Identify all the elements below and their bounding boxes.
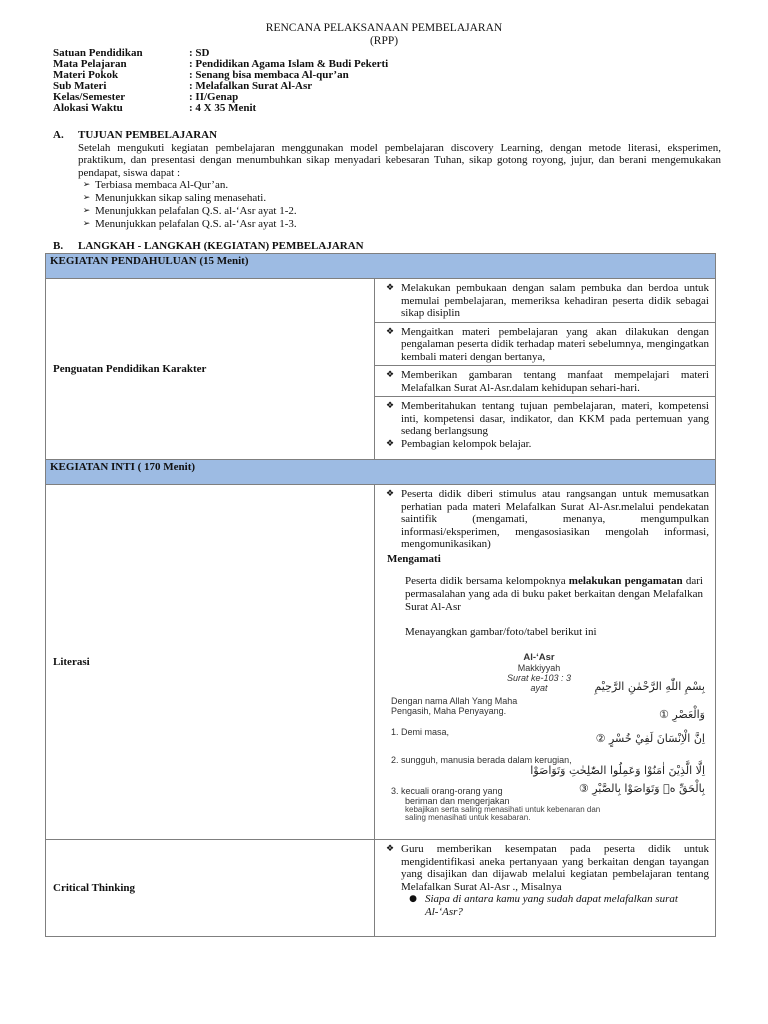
meta-label: Kelas/Semester (53, 91, 126, 103)
pendahuluan-label: Penguatan Pendidikan Karakter (46, 279, 375, 460)
activity-cell (375, 323, 715, 367)
section-number: A. (53, 129, 64, 141)
document-subtitle: (RPP) (369, 35, 399, 47)
arrow-bullet-icon: ➢ (82, 219, 91, 229)
arrow-bullet-icon: ➢ (82, 206, 91, 216)
table-row (46, 460, 716, 485)
meta-label: Mata Pelajaran (53, 58, 127, 70)
tujuan-list (78, 179, 721, 231)
meta-value: : Senang bisa membaca Al-qur’an (189, 69, 349, 81)
mengamati-paragraph: Peserta didik bersama kelompoknya melakukan pengamatan dari permasalahan yang ada di buku paket berkaitan dengan Melafalkan Surat Al-Asr (405, 575, 703, 613)
activity-text: Mengaitkan materi pembelajaran yang akan dilakukan dengan pengalaman peserta didik terhadap materi sebelumnya, mengingatkan kembali materi dengan bertanya, (401, 325, 709, 363)
activity-text: Memberitahukan tentang tujuan pembelajaran, materi, kompetensi inti, kompetensi dasar, indikator, dan KKM pada pertemuan yang sedang berlangsung (401, 400, 709, 437)
surah-name: Al-‘Asr (523, 652, 555, 663)
list-item (78, 192, 721, 205)
section-langkah-heading (53, 240, 364, 253)
document-title: RENCANA PELAKSANAAN PEMBELAJARAN (265, 22, 503, 34)
pendahuluan-header: KEGIATAN PENDAHULUAN (15 Menit) (46, 254, 716, 279)
literasi-activities (375, 485, 716, 840)
circle-bullet-icon: ● (409, 894, 417, 904)
question-text: Siapa di antara kamu yang sudah dapat melafalkan surat Al-‘Asr? (425, 893, 678, 918)
activity-cell (375, 279, 715, 323)
inti-header: KEGIATAN INTI ( 170 Menit) (46, 460, 716, 485)
ayah-3-translation: beriman dan mengerjakan (405, 796, 510, 806)
meta-label: Sub Materi (53, 80, 107, 92)
basmalah-translation: Dengan nama Allah Yang Maha (391, 696, 518, 706)
activity-cell (375, 397, 715, 452)
table-row (46, 485, 716, 840)
surah-al-asr-image (391, 653, 709, 821)
activity-text: Peserta didik diberi stimulus atau rangsangan untuk memusatkan perhatian pada materi Melafalkan Surat Al-Asr.melalui pendekatan saintifik (mengamati, menanya, mengumpulkan informasi/eksperimen, mengasosiasikan mengolah informasi, mengomunikasikan) (401, 488, 709, 550)
meta-row (53, 103, 388, 114)
ayah-1-arabic: وَالْعَصْرِ ① (659, 708, 705, 721)
surah-heading (499, 653, 579, 693)
list-item (78, 205, 721, 218)
surah-info: Surat ke-103 : 3 ayat (506, 673, 572, 693)
list-item-text: Menunjukkan sikap saling menasehati. (95, 192, 267, 204)
emphasis-text: melakukan pengamatan (568, 575, 683, 587)
mengamati-title: Mengamati (387, 552, 441, 565)
identity-block (53, 48, 388, 114)
arrow-bullet-icon: ➢ (82, 193, 91, 203)
ayah-3-translation: 3. kecuali orang-orang yang (391, 786, 503, 796)
list-item-text: Menunjukkan pelafalan Q.S. al-‘Asr ayat 1-3. (95, 218, 297, 230)
activity-cell (375, 366, 715, 397)
diamond-bullet-icon: ❖ (385, 283, 395, 293)
section-tujuan (53, 129, 721, 231)
diamond-bullet-icon: ❖ (385, 401, 395, 411)
meta-label: Alokasi Waktu (53, 102, 123, 114)
table-row (46, 254, 716, 279)
table-row (46, 279, 716, 460)
literasi-label: Literasi (46, 485, 375, 840)
ayah-3-translation: kebajikan serta saling menasihati untuk kebenaran dan (405, 805, 601, 814)
tujuan-paragraph: Setelah mengukuti kegiatan pembelajaran menggunakan model pembelajaran discovery Learning, dengan metode literasi, eksperimen, praktikum, dan presentasi dengan menumbuhkan sikap menyadari kebesaran Tuhan, sikap gotong royong, jujur, dan berani mengemukakan pendapat, siswa dapat : (78, 141, 721, 179)
activity-text: Pembagian kelompok belajar. (401, 437, 532, 450)
meta-value: : 4 X 35 Menit (189, 102, 257, 114)
activity-text: Guru memberikan kesempatan pada peserta didik untuk mengidentifikasi aneka pertanyaan yang berkaitan dengan tayangan yang disajikan dan dijawab melalui kegiatan pembelajaran tentang Melafalkan Surat Al-Asr ., Misalnya (401, 843, 709, 893)
meta-value: : Melafalkan Surat Al-Asr (189, 80, 313, 92)
ayah-3-translation: saling menasihati untuk kesabaran. (405, 813, 531, 822)
diamond-bullet-icon: ❖ (385, 370, 395, 380)
critical-thinking-activities (375, 840, 716, 937)
list-item-text: Terbiasa membaca Al-Qur’an. (95, 179, 229, 191)
ayah-2-arabic: اِنَّ الْاِنْسَانَ لَفِيْ خُسْرٍ ② (595, 732, 705, 745)
basmalah-translation: Pengasih, Maha Penyayang. (391, 706, 507, 716)
activity-table (45, 253, 716, 937)
pendahuluan-activities (375, 279, 716, 460)
ayah-2-translation: 2. sungguh, manusia berada dalam kerugian, (391, 755, 572, 765)
surah-type: Makkiyyah (517, 663, 561, 673)
diamond-bullet-icon: ❖ (385, 844, 395, 854)
diamond-bullet-icon: ❖ (385, 438, 395, 449)
meta-label: Satuan Pendidikan (53, 47, 143, 59)
list-item (78, 179, 721, 192)
ayah-3-arabic: بِالْحَقِّ ەۙ وَتَوَاصَوْا بِالصَّبْرِ ③ (578, 782, 705, 795)
arrow-bullet-icon: ➢ (82, 180, 91, 190)
mengamati-instruction: Menayangkan gambar/foto/tabel berikut ini (405, 626, 597, 638)
list-item-text: Menunjukkan pelafalan Q.S. al-‘Asr ayat 1-2. (95, 205, 297, 217)
basmalah-arabic: بِسْمِ اللّٰهِ الرَّحْمٰنِ الرَّحِيْمِ (594, 680, 705, 693)
list-item (78, 218, 721, 231)
table-row (46, 840, 716, 937)
section-title: LANGKAH - LANGKAH (KEGIATAN) PEMBELAJARAN (78, 240, 364, 252)
meta-value: : Pendidikan Agama Islam & Budi Pekerti (189, 58, 389, 70)
diamond-bullet-icon: ❖ (385, 326, 395, 337)
ayah-3-arabic: اِلَّا الَّذِيْنَ اٰمَنُوْا وَعَمِلُوا الصّٰلِحٰتِ وَتَوَاصَوْا (530, 764, 705, 777)
section-number: B. (53, 240, 64, 252)
diamond-bullet-icon: ❖ (385, 489, 395, 499)
activity-text: Melakukan pembukaan dengan salam pembuka dan berdoa untuk memulai pembelajaran, memeriksa kehadiran peserta didik sebagai sikap disiplin (401, 282, 709, 319)
critical-thinking-label: Critical Thinking (46, 840, 375, 937)
section-heading (53, 129, 721, 142)
activity-text: Memberikan gambaran tentang manfaat mempelajari materi Melafalkan Surat Al-Asr.dalam kehidupan sehari-hari. (401, 369, 709, 394)
ayah-1-translation: 1. Demi masa, (391, 727, 450, 737)
meta-value: : SD (189, 47, 210, 59)
meta-value: : II/Genap (189, 91, 239, 103)
section-title: TUJUAN PEMBELAJARAN (78, 129, 218, 141)
meta-label: Materi Pokok (53, 69, 119, 81)
